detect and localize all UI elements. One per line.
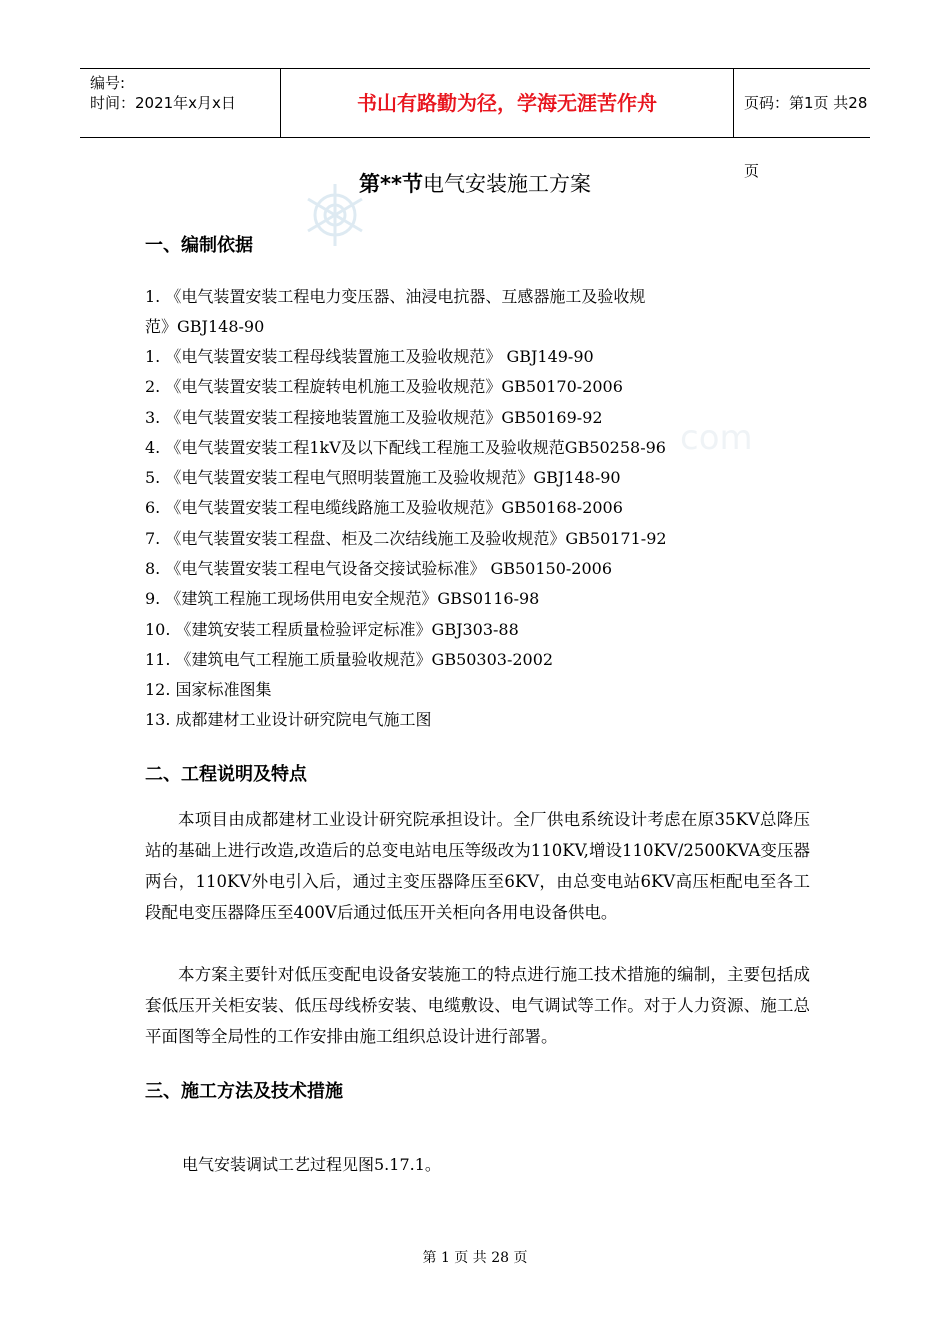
basis-item: 4. 《电气装置安装工程1kV及以下配线工程施工及验收规范GB50258-96: [145, 438, 666, 457]
basis-item: 6. 《电气装置安装工程电缆线路施工及验收规范》GB50168-2006: [145, 498, 623, 517]
basis-item: 7. 《电气装置安装工程盘、柜及二次结线施工及验收规范》GB50171-92: [145, 529, 667, 548]
section2-paragraph-text: 本项目由成都建材工业设计研究院承担设计。全厂供电系统设计考虑在原35KV总降压站的基础上进行改造,改造后的总变电站电压等级改为110KV,增设110KV/2500KVA变压器两台，110KV外电引入后，通过主变压器降压至6KV，由总变电站6KV高压柜配电至各工段配电变压器降压至400V后通过低压开关柜向各用电设备供电。: [145, 810, 810, 922]
basis-item: 5. 《电气装置安装工程电气照明装置施工及验收规范》GBJ148-90: [145, 468, 621, 487]
document-title: [0, 168, 950, 198]
basis-item-line: 范》GBJ148-90: [145, 317, 265, 336]
basis-item: 3. 《电气装置安装工程接地装置施工及验收规范》GB50169-92: [145, 408, 603, 427]
header-motto: 书山有路勤为径，学海无涯苦作舟: [281, 69, 734, 137]
title-section-number: 第**节: [359, 172, 423, 196]
title-text: 电气安装施工方案: [422, 172, 591, 196]
header-meta-cell: [80, 69, 281, 137]
header-page-info: 页码：第1页 共28页: [744, 94, 868, 180]
section2-paragraph: [145, 804, 810, 928]
section3-heading: 三、施工方法及技术措施: [145, 1081, 343, 1102]
basis-item: 13. 成都建材工业设计研究院电气施工图: [145, 710, 432, 729]
basis-item: 12. 国家标准图集: [145, 680, 272, 699]
section2-paragraph: [145, 959, 810, 1052]
doc-number-label: 编号:: [90, 74, 126, 92]
doc-time-label: 时间：2021年x月x日: [90, 94, 236, 112]
section3-paragraph: 电气安装调试工艺过程见图5.17.1。: [182, 1155, 441, 1174]
basis-item: 9. 《建筑工程施工现场供用电安全规范》GBS0116-98: [145, 589, 540, 608]
basis-item: 10. 《建筑安装工程质量检验评定标准》GBJ303-88: [145, 620, 519, 639]
section1-heading: 一、编制依据: [145, 235, 253, 256]
basis-item: 2. 《电气装置安装工程旋转电机施工及验收规范》GB50170-2006: [145, 377, 623, 396]
basis-item: 11. 《建筑电气工程施工质量验收规范》GB50303-2002: [145, 650, 554, 669]
section2-heading: 二、工程说明及特点: [145, 764, 307, 785]
page-header: [80, 68, 870, 180]
basis-item: 1. 《电气装置安装工程母线装置施工及验收规范》 GBJ149-90: [145, 347, 594, 366]
basis-item-line: 1. 《电气装置安装工程电力变压器、油浸电抗器、互感器施工及验收规: [145, 287, 646, 306]
basis-item: 8. 《电气装置安装工程电气设备交接试验标准》 GB50150-2006: [145, 559, 613, 578]
section2-paragraph-text: 本方案主要针对低压变配电设备安装施工的特点进行施工技术措施的编制，主要包括成套低压开关柜安装、低压母线桥安装、电缆敷设、电气调试等工作。对于人力资源、施工总平面图等全局性的工作安排由施工组织总设计进行部署。: [145, 965, 810, 1046]
page-footer: 第 1 页 共 28 页: [422, 1250, 528, 1266]
watermark-text: com: [680, 418, 753, 458]
